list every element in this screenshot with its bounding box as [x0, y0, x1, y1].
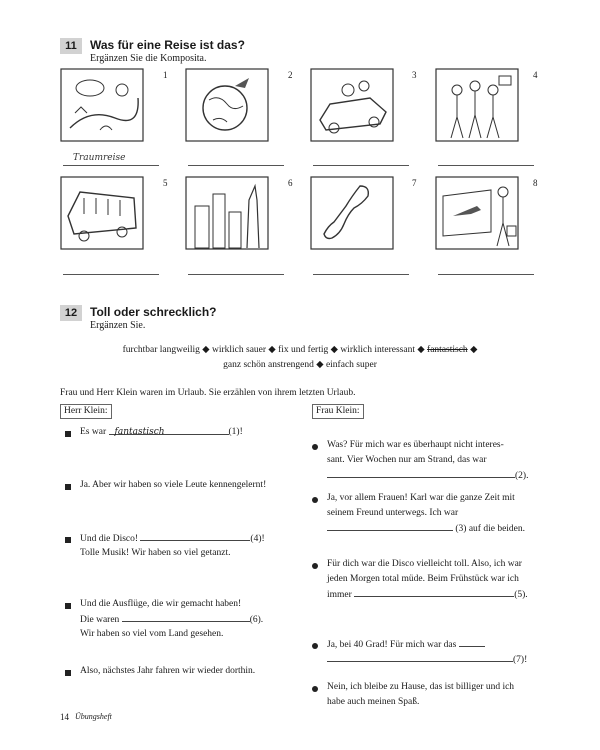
exercise-11-subtitle: Ergänzen Sie die Komposita. [90, 53, 207, 64]
picture-number: 7 [412, 178, 417, 188]
answer-line-5[interactable] [63, 262, 159, 275]
herr-line-3: Und die Disco! (4)! [80, 530, 265, 547]
frau-line-2b: seinem Freund unterwegs. Ich war [327, 508, 459, 518]
picture-number: 2 [288, 70, 293, 80]
frau-line-1b: sant. Vier Wochen nur am Strand, das war [327, 455, 487, 465]
blank-4[interactable] [140, 530, 250, 541]
blank-7a[interactable] [459, 636, 485, 647]
answer-line-4[interactable] [438, 153, 534, 166]
exercise-11-number: 11 [60, 38, 82, 54]
exercise-12-subtitle: Ergänzen Sie. [90, 320, 146, 331]
frau-line-3c: immer (5). [327, 586, 528, 603]
word-item: einfach super [325, 360, 377, 370]
exercise-12-title: Toll oder schrecklich? [90, 305, 217, 319]
herr-line-4b: Die waren (6). [80, 611, 263, 628]
separator-icon: ◆ [202, 345, 210, 355]
answer-line-8[interactable] [438, 262, 534, 275]
word-item: wirklich interessant [340, 345, 415, 355]
herr-line-5: Also, nächstes Jahr fahren wir wieder dorthin. [80, 666, 256, 676]
bullet-square-icon [65, 603, 71, 609]
separator-icon: ◆ [316, 360, 324, 370]
frau-line-1: Was? Für mich war es überhaupt nicht interes- [327, 440, 504, 450]
picture-number: 4 [533, 70, 538, 80]
herr-line-1: Es war fantastisch (1)! [80, 424, 243, 440]
herr-line-4: Und die Ausflüge, die wir gemacht haben! [80, 599, 242, 609]
exercise-11-title: Was für eine Reise ist das? [90, 38, 245, 52]
bullet-square-icon [65, 431, 71, 437]
bus-trip-icon [60, 176, 144, 250]
blank-1[interactable]: fantastisch [109, 424, 229, 435]
footer-label: Übungsheft [75, 712, 112, 721]
car-trip-icon [310, 68, 394, 142]
blank-3[interactable] [327, 520, 453, 531]
blank-6[interactable] [122, 611, 250, 622]
exercise-12-number: 12 [60, 305, 82, 321]
business-trip-icon [435, 176, 519, 250]
separator-icon: ◆ [470, 345, 478, 355]
picture-number: 5 [163, 178, 168, 188]
frau-line-3b: jeden Morgen total müde. Beim Frühstück war ich [327, 574, 519, 584]
bullet-dot-icon [312, 643, 318, 649]
frau-line-3: Für dich war die Disco vielleicht toll. Also, ich war [327, 559, 522, 569]
bullet-dot-icon [312, 563, 318, 569]
bullet-square-icon [65, 670, 71, 676]
city-trip-icon [185, 176, 269, 250]
answer-line-3[interactable] [313, 153, 409, 166]
page-number: 14 [60, 712, 69, 722]
frau-line-2: Ja, vor allem Frauen! Karl war die ganze Zeit mit [327, 493, 515, 503]
frau-line-4: Ja, bei 40 Grad! Für mich war das [327, 636, 485, 653]
blank-5[interactable] [354, 586, 514, 597]
bullet-dot-icon [312, 497, 318, 503]
picture-number: 6 [288, 178, 293, 188]
answer-line-7[interactable] [313, 262, 409, 275]
herr-line-3b: Tolle Musik! Wir haben so viel getanzt. [80, 548, 231, 558]
speaker-herr-klein: Herr Klein: [60, 404, 112, 419]
dream-trip-icon [60, 68, 144, 142]
bullet-square-icon [65, 537, 71, 543]
frau-line-5b: habe auch meinen Spaß. [327, 697, 420, 707]
word-item: furchtbar langweilig [122, 345, 200, 355]
world-trip-icon [185, 68, 269, 142]
bullet-dot-icon [312, 686, 318, 692]
answer-line-1[interactable]: Traumreise [63, 153, 159, 166]
word-box [60, 343, 540, 373]
separator-icon: ◆ [330, 345, 338, 355]
picture-number: 1 [163, 70, 168, 80]
picture-number: 8 [533, 178, 538, 188]
blank-2[interactable] [327, 467, 515, 478]
speaker-frau-klein: Frau Klein: [312, 404, 364, 419]
frau-line-1c: (2). [327, 467, 528, 484]
frau-line-4b: (7)! [327, 651, 527, 668]
herr-line-4c: Wir haben so viel vom Land gesehen. [80, 629, 224, 639]
frau-line-5: Nein, ich bleibe zu Hause, das ist billiger und ich [327, 682, 515, 692]
answer-line-2[interactable] [188, 153, 284, 166]
blank-7[interactable] [327, 651, 513, 662]
word-item: fix und fertig [278, 345, 329, 355]
separator-icon: ◆ [417, 345, 425, 355]
separator-icon: ◆ [268, 345, 276, 355]
frau-line-2c: (3) auf die beiden. [327, 520, 525, 537]
word-item: ganz schön anstrengend [223, 360, 314, 370]
country-trip-icon [310, 176, 394, 250]
picture-number: 3 [412, 70, 417, 80]
group-trip-icon [435, 68, 519, 142]
bullet-dot-icon [312, 444, 318, 450]
herr-line-2: Ja. Aber wir haben so viele Leute kennengelernt! [80, 480, 267, 490]
intro-text: Frau und Herr Klein waren im Urlaub. Sie erzählen von ihrem letzten Urlaub. [60, 388, 356, 398]
word-item: wirklich sauer [211, 345, 267, 355]
word-item-used: fantastisch [427, 345, 468, 355]
bullet-square-icon [65, 484, 71, 490]
answer-line-6[interactable] [188, 262, 284, 275]
